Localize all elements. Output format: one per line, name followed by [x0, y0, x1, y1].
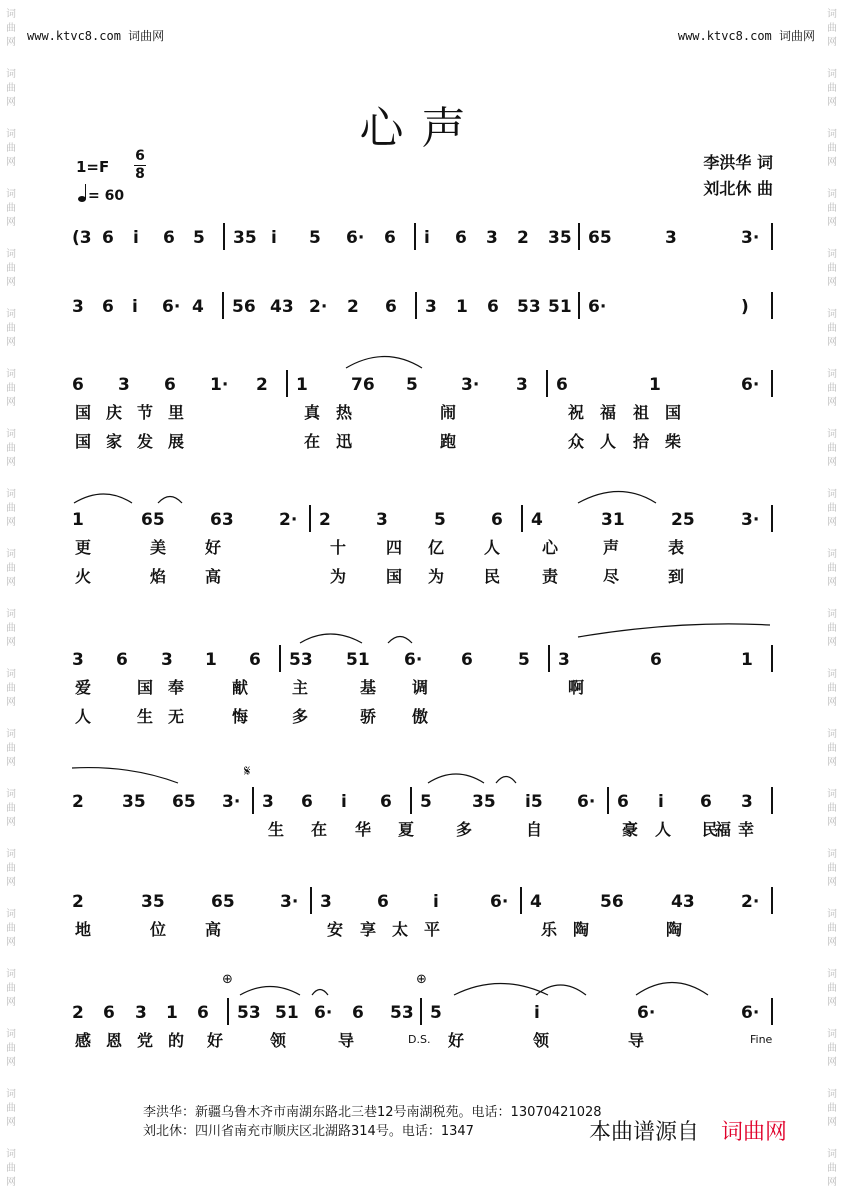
lyric-verse-2: 民 [484, 567, 501, 586]
lyric-verse-1: 更 [75, 538, 92, 557]
side-watermark-text: 词 曲 网 [827, 129, 837, 168]
lyric-verse-2: 迅 [336, 432, 353, 451]
jianpu-note: 6 [455, 228, 467, 248]
lyric-verse-1: 献 [232, 678, 249, 697]
side-watermark-text: 词 曲 网 [827, 789, 837, 828]
jianpu-note: 1 [296, 375, 308, 395]
lyric-verse-1: 福 [600, 403, 617, 422]
jianpu-note: 2 [256, 375, 268, 395]
lyric-verse-1: 导 [628, 1031, 645, 1050]
side-watermark-text: 词 曲 网 [6, 1149, 16, 1188]
segno-icon: 𝄋 [244, 762, 251, 780]
lyric-verse-2: 发 [137, 432, 154, 451]
lyric-verse-2: 生 [137, 707, 154, 726]
side-watermark-text: 词 曲 网 [6, 609, 16, 648]
lyric-verse-1: 啊 [568, 678, 585, 697]
footer-line-2: 刘北休：四川省南充市顺庆区北湖路314号。电话：1347 [143, 1124, 474, 1139]
jianpu-note: 6 [102, 297, 114, 317]
lyric-verse-2: 焰 [150, 567, 167, 586]
jianpu-note: 6· [346, 228, 365, 248]
jianpu-note: 51 [548, 297, 572, 317]
jianpu-note: 6 [164, 375, 176, 395]
jianpu-note: 3· [280, 892, 299, 912]
lyric-verse-1: 国 [665, 403, 682, 422]
song-title: 心声 [359, 103, 484, 154]
lyric-verse-2: 高 [205, 567, 222, 586]
side-watermark-text: 词 曲 网 [827, 309, 837, 348]
side-watermark-text: 词 曲 网 [827, 729, 837, 768]
lyric-verse-1: 十 [330, 538, 347, 557]
lyric-verse-1: 领 [270, 1031, 287, 1050]
jianpu-note: 31 [601, 510, 625, 530]
lyric-verse-2: 为 [330, 567, 347, 586]
lyric-verse-1: 好 [207, 1031, 224, 1050]
jianpu-note: 3· [741, 228, 760, 248]
jianpu-note: 2 [72, 1003, 84, 1023]
jianpu-note: 35 [233, 228, 257, 248]
lyric-verse-1: 好 [448, 1031, 465, 1050]
coda-icon: ⊕ [222, 972, 233, 987]
side-watermark-text: 词 曲 网 [6, 1089, 16, 1128]
jianpu-note: 5 [420, 792, 432, 812]
jianpu-note: 2 [517, 228, 529, 248]
jianpu-note: 3 [72, 297, 84, 317]
jianpu-note: 6· [490, 892, 509, 912]
jianpu-note: 3 [486, 228, 498, 248]
jianpu-note: 1 [205, 650, 217, 670]
jianpu-note: 6 [491, 510, 503, 530]
lyric-verse-2: 到 [668, 567, 685, 586]
lyric-verse-1: 太 [392, 920, 409, 939]
jianpu-note: i [424, 228, 430, 248]
jianpu-note: 3· [741, 510, 760, 530]
lyric-verse-1: 好 [205, 538, 222, 557]
side-watermark-text: 词 曲 网 [827, 9, 837, 48]
jianpu-note: 3 [665, 228, 677, 248]
footer-line-1: 李洪华：新疆乌鲁木齐市南湖东路北三巷12号南湖税苑。电话：13070421028 [143, 1105, 602, 1120]
ds-label: D.S. [408, 1033, 431, 1046]
side-watermark-text: 词 曲 网 [827, 1149, 837, 1188]
lyric-verse-1: 节 [137, 403, 154, 422]
side-watermark-text: 词 曲 网 [6, 369, 16, 408]
lyric-verse-1: 安 [327, 920, 344, 939]
jianpu-note: 1 [649, 375, 661, 395]
lyric-verse-1: 乐 [541, 920, 558, 939]
lyric-verse-2: 众 [568, 432, 585, 451]
jianpu-note: 4 [531, 510, 543, 530]
slur [312, 990, 328, 996]
slur [428, 774, 484, 783]
jianpu-note: 3 [376, 510, 388, 530]
jianpu-note: 6· [404, 650, 423, 670]
jianpu-note: 5 [430, 1003, 442, 1023]
lyric-verse-1: 奉 [168, 678, 185, 697]
jianpu-note: 5 [434, 510, 446, 530]
slur [72, 768, 178, 783]
header-watermark-right: www.ktvc8.com 词曲网 [677, 29, 815, 43]
jianpu-note: 1· [210, 375, 229, 395]
lyric-verse-1: 的 [168, 1031, 185, 1050]
jianpu-note: 2· [309, 297, 328, 317]
jianpu-note: 6 [385, 297, 397, 317]
jianpu-note: 3 [135, 1003, 147, 1023]
lyric-verse-1: 平 [424, 920, 441, 939]
lyric-verse-2: 多 [292, 707, 309, 726]
lyric-verse-1: 福 [715, 820, 732, 839]
lyric-verse-2: 拾 [633, 432, 650, 451]
jianpu-note: 35 [141, 892, 165, 912]
jianpu-note: 65 [141, 510, 165, 530]
lyric-verse-1: 陶 [573, 920, 590, 939]
jianpu-note: 6 [102, 228, 114, 248]
jianpu-note: 35 [548, 228, 572, 248]
jianpu-note: 5 [193, 228, 205, 248]
lyric-verse-1: 亿 [428, 538, 445, 557]
slur [578, 624, 770, 637]
lyric-verse-2: 柴 [665, 432, 682, 451]
side-watermark-text: 词 曲 网 [6, 729, 16, 768]
lyric-verse-2: 尽 [603, 567, 620, 586]
jianpu-note: 63 [210, 510, 234, 530]
jianpu-note: 6· [588, 297, 607, 317]
jianpu-note: 25 [671, 510, 695, 530]
lyric-verse-2: 人 [75, 707, 92, 726]
lyric-verse-1: 华 [355, 820, 372, 839]
lyric-verse-1: 陶 [666, 920, 683, 939]
jianpu-note: 2· [279, 510, 298, 530]
lyric-verse-2: 无 [168, 707, 185, 726]
jianpu-note: 35 [472, 792, 496, 812]
jianpu-note: 6· [314, 1003, 333, 1023]
lyric-verse-2: 家 [106, 432, 123, 451]
lyric-verse-1: 多 [456, 820, 473, 839]
jianpu-note: i [132, 297, 138, 317]
jianpu-note: 6 [617, 792, 629, 812]
side-watermark-text: 词 曲 网 [6, 9, 16, 48]
jianpu-note: i [133, 228, 139, 248]
lyric-verse-1: 祝 [568, 403, 585, 422]
lyric-verse-1: 热 [336, 403, 353, 422]
jianpu-note: 76 [351, 375, 375, 395]
lyric-verse-1: 声 [603, 538, 620, 557]
jianpu-note: 5 [406, 375, 418, 395]
jianpu-note: 6 [700, 792, 712, 812]
tempo-value: = 60 [88, 188, 125, 204]
lyric-verse-2: 在 [304, 432, 321, 451]
jianpu-note: 43 [270, 297, 294, 317]
lyric-verse-1: 美 [150, 538, 167, 557]
side-watermark-text: 词 曲 网 [827, 1089, 837, 1128]
jianpu-note: 6 [352, 1003, 364, 1023]
side-watermark-text: 词 曲 网 [6, 789, 16, 828]
lyric-verse-1: 地 [75, 920, 92, 939]
side-watermark-text: 词 曲 网 [827, 1029, 837, 1068]
side-watermark-text: 词 曲 网 [827, 249, 837, 288]
lyric-verse-2: 火 [75, 567, 92, 586]
jianpu-note: 65 [172, 792, 196, 812]
slur [300, 634, 362, 643]
slur [346, 357, 422, 369]
header-watermark-left: www.ktvc8.com 词曲网 [27, 29, 165, 43]
lyric-verse-1: 真 [304, 403, 321, 422]
jianpu-note: 3 [262, 792, 274, 812]
lyric-verse-1: 人 [655, 820, 672, 839]
slur [388, 637, 412, 644]
jianpu-note: i [534, 1003, 540, 1023]
jianpu-note: 65 [211, 892, 235, 912]
lyric-verse-1: 豪 [622, 820, 639, 839]
jianpu-note: 3· [461, 375, 480, 395]
lyric-verse-2: 傲 [412, 707, 429, 726]
lyric-verse-1: 心 [542, 538, 559, 557]
jianpu-note: 6 [556, 375, 568, 395]
jianpu-note: 6 [377, 892, 389, 912]
side-watermark-text: 词 曲 网 [6, 429, 16, 468]
jianpu-note: 3 [516, 375, 528, 395]
jianpu-note: 2· [741, 892, 760, 912]
lyric-verse-1: 领 [533, 1031, 550, 1050]
jianpu-note: 1 [741, 650, 753, 670]
side-watermark-text: 词 曲 网 [6, 1029, 16, 1068]
lyric-verse-1: 导 [338, 1031, 355, 1050]
side-watermark-text: 词 曲 网 [6, 969, 16, 1008]
side-watermark-text: 词 曲 网 [827, 369, 837, 408]
side-watermark-text: 词 曲 网 [6, 849, 16, 888]
side-watermark-text: 词 曲 网 [6, 249, 16, 288]
side-watermark-text: 词 曲 网 [827, 969, 837, 1008]
jianpu-note: 3· [222, 792, 241, 812]
jianpu-note: 6 [103, 1003, 115, 1023]
jianpu-note: 6 [461, 650, 473, 670]
lyric-verse-1: 爱 [75, 678, 92, 697]
side-watermark-text: 词 曲 网 [6, 189, 16, 228]
jianpu-note: ) [741, 297, 749, 317]
lyric-verse-2: 为 [428, 567, 445, 586]
jianpu-note: 6 [487, 297, 499, 317]
lyric-verse-2: 悔 [232, 707, 249, 726]
jianpu-note: 6· [637, 1003, 656, 1023]
jianpu-note: 5 [309, 228, 321, 248]
jianpu-note: 3 [425, 297, 437, 317]
lyric-verse-2: 骄 [360, 707, 377, 726]
side-watermark-text: 词 曲 网 [827, 609, 837, 648]
side-watermark-text: 词 曲 网 [6, 909, 16, 948]
fine-label: Fine [750, 1033, 773, 1046]
side-watermark-text: 词 曲 网 [827, 489, 837, 528]
jianpu-note: 3 [118, 375, 130, 395]
lyric-verse-1: 调 [412, 678, 429, 697]
lyric-verse-1: 幸 [738, 820, 755, 839]
jianpu-note: 3 [72, 650, 84, 670]
jianpu-note: 51 [346, 650, 370, 670]
lyricist-credit: 李洪华 词 [703, 153, 773, 172]
side-watermark-text: 词 曲 网 [827, 909, 837, 948]
jianpu-note: 53 [289, 650, 313, 670]
side-watermark-text: 词 曲 网 [6, 549, 16, 588]
lyric-verse-2: 国 [386, 567, 403, 586]
lyric-verse-1: 祖 [633, 403, 650, 422]
jianpu-note: 6· [741, 1003, 760, 1023]
jianpu-note: 6 [197, 1003, 209, 1023]
jianpu-note: i [271, 228, 277, 248]
jianpu-note: 4 [530, 892, 542, 912]
jianpu-note: 2 [72, 792, 84, 812]
slur [158, 497, 182, 504]
slur [454, 984, 548, 996]
jianpu-note: i [658, 792, 664, 812]
side-watermark-text: 词 曲 网 [827, 669, 837, 708]
side-watermark-text: 词 曲 网 [827, 69, 837, 108]
lyric-verse-2: 展 [168, 432, 185, 451]
jianpu-note: 3 [320, 892, 332, 912]
slur [636, 983, 708, 996]
jianpu-note: 6 [384, 228, 396, 248]
jianpu-note: 2 [72, 892, 84, 912]
slur [240, 987, 300, 996]
side-watermark-text: 词 曲 网 [827, 549, 837, 588]
lyric-verse-1: 闹 [440, 403, 457, 422]
jianpu-note: 6 [650, 650, 662, 670]
jianpu-note: 6 [72, 375, 84, 395]
jianpu-note: 6· [741, 375, 760, 395]
jianpu-note: i [433, 892, 439, 912]
lyric-verse-1: 主 [292, 678, 309, 697]
jianpu-note: 51 [275, 1003, 299, 1023]
lyric-verse-1: 恩 [106, 1031, 123, 1050]
jianpu-note: 43 [671, 892, 695, 912]
jianpu-note: 4 [192, 297, 204, 317]
lyric-verse-1: 夏 [398, 820, 415, 839]
lyric-verse-1: 庆 [106, 403, 123, 422]
jianpu-note: (3 [72, 228, 92, 248]
source-site: 词曲网 [721, 1120, 788, 1145]
jianpu-note: 53 [237, 1003, 261, 1023]
jianpu-note: 6 [249, 650, 261, 670]
lyric-verse-1: 生 [268, 820, 285, 839]
source-label: 本曲谱源自 [589, 1120, 700, 1145]
jianpu-note: 6 [163, 228, 175, 248]
side-watermark-text: 词 曲 网 [6, 309, 16, 348]
side-watermark-text: 词 曲 网 [6, 669, 16, 708]
lyric-verse-1: 位 [150, 920, 167, 939]
jianpu-note: 1 [166, 1003, 178, 1023]
jianpu-note: 6· [162, 297, 181, 317]
jianpu-note: 1 [456, 297, 468, 317]
jianpu-note: i [341, 792, 347, 812]
jianpu-note: 3 [161, 650, 173, 670]
slur [578, 492, 656, 504]
side-watermark-text: 词 曲 网 [827, 189, 837, 228]
lyric-verse-1: 民 [702, 820, 719, 839]
lyric-verse-2: 责 [542, 567, 559, 586]
jianpu-note: 6· [577, 792, 596, 812]
jianpu-note: 1 [72, 510, 84, 530]
lyric-verse-1: 四 [386, 538, 403, 557]
lyric-verse-1: 感 [75, 1031, 92, 1050]
jianpu-note: 6 [301, 792, 313, 812]
jianpu-note: 35 [122, 792, 146, 812]
key-signature: 1=F [76, 158, 110, 176]
lyric-verse-1: 人 [484, 538, 501, 557]
jianpu-note: 3 [558, 650, 570, 670]
lyric-verse-1: 里 [168, 403, 185, 422]
side-watermark-text: 词 曲 网 [6, 69, 16, 108]
lyric-verse-2: 跑 [440, 432, 457, 451]
lyric-verse-2: 人 [600, 432, 617, 451]
jianpu-note: 65 [588, 228, 612, 248]
slur [74, 494, 132, 503]
side-watermark-text: 词 曲 网 [6, 489, 16, 528]
lyric-verse-1: 国 [137, 678, 154, 697]
composer-credit: 刘北休 曲 [703, 179, 773, 198]
jianpu-note: 56 [600, 892, 624, 912]
lyric-verse-1: 自 [526, 820, 543, 839]
lyric-verse-1: 基 [360, 678, 377, 697]
jianpu-note: 5 [518, 650, 530, 670]
jianpu-note: 2 [347, 297, 359, 317]
jianpu-note: 53 [390, 1003, 414, 1023]
lyric-verse-1: 党 [137, 1031, 154, 1050]
jianpu-note: i5 [525, 792, 543, 812]
side-watermark-text: 词 曲 网 [827, 849, 837, 888]
jianpu-note: 2 [319, 510, 331, 530]
jianpu-note: 6 [116, 650, 128, 670]
slur [496, 777, 516, 784]
coda-icon-2: ⊕ [416, 972, 427, 987]
lyric-verse-1: 在 [311, 820, 328, 839]
jianpu-note: 3 [741, 792, 753, 812]
lyric-verse-2: 国 [75, 432, 92, 451]
jianpu-note: 56 [232, 297, 256, 317]
side-watermark-text: 词 曲 网 [6, 129, 16, 168]
time-signature-bottom: 8 [135, 166, 145, 182]
lyric-verse-1: 国 [75, 403, 92, 422]
jianpu-note: 6 [380, 792, 392, 812]
lyric-verse-1: 高 [205, 920, 222, 939]
lyric-verse-1: 表 [668, 538, 685, 557]
lyric-verse-1: 享 [360, 920, 377, 939]
jianpu-note: 53 [517, 297, 541, 317]
time-signature-top: 6 [135, 148, 145, 164]
side-watermark-text: 词 曲 网 [827, 429, 837, 468]
